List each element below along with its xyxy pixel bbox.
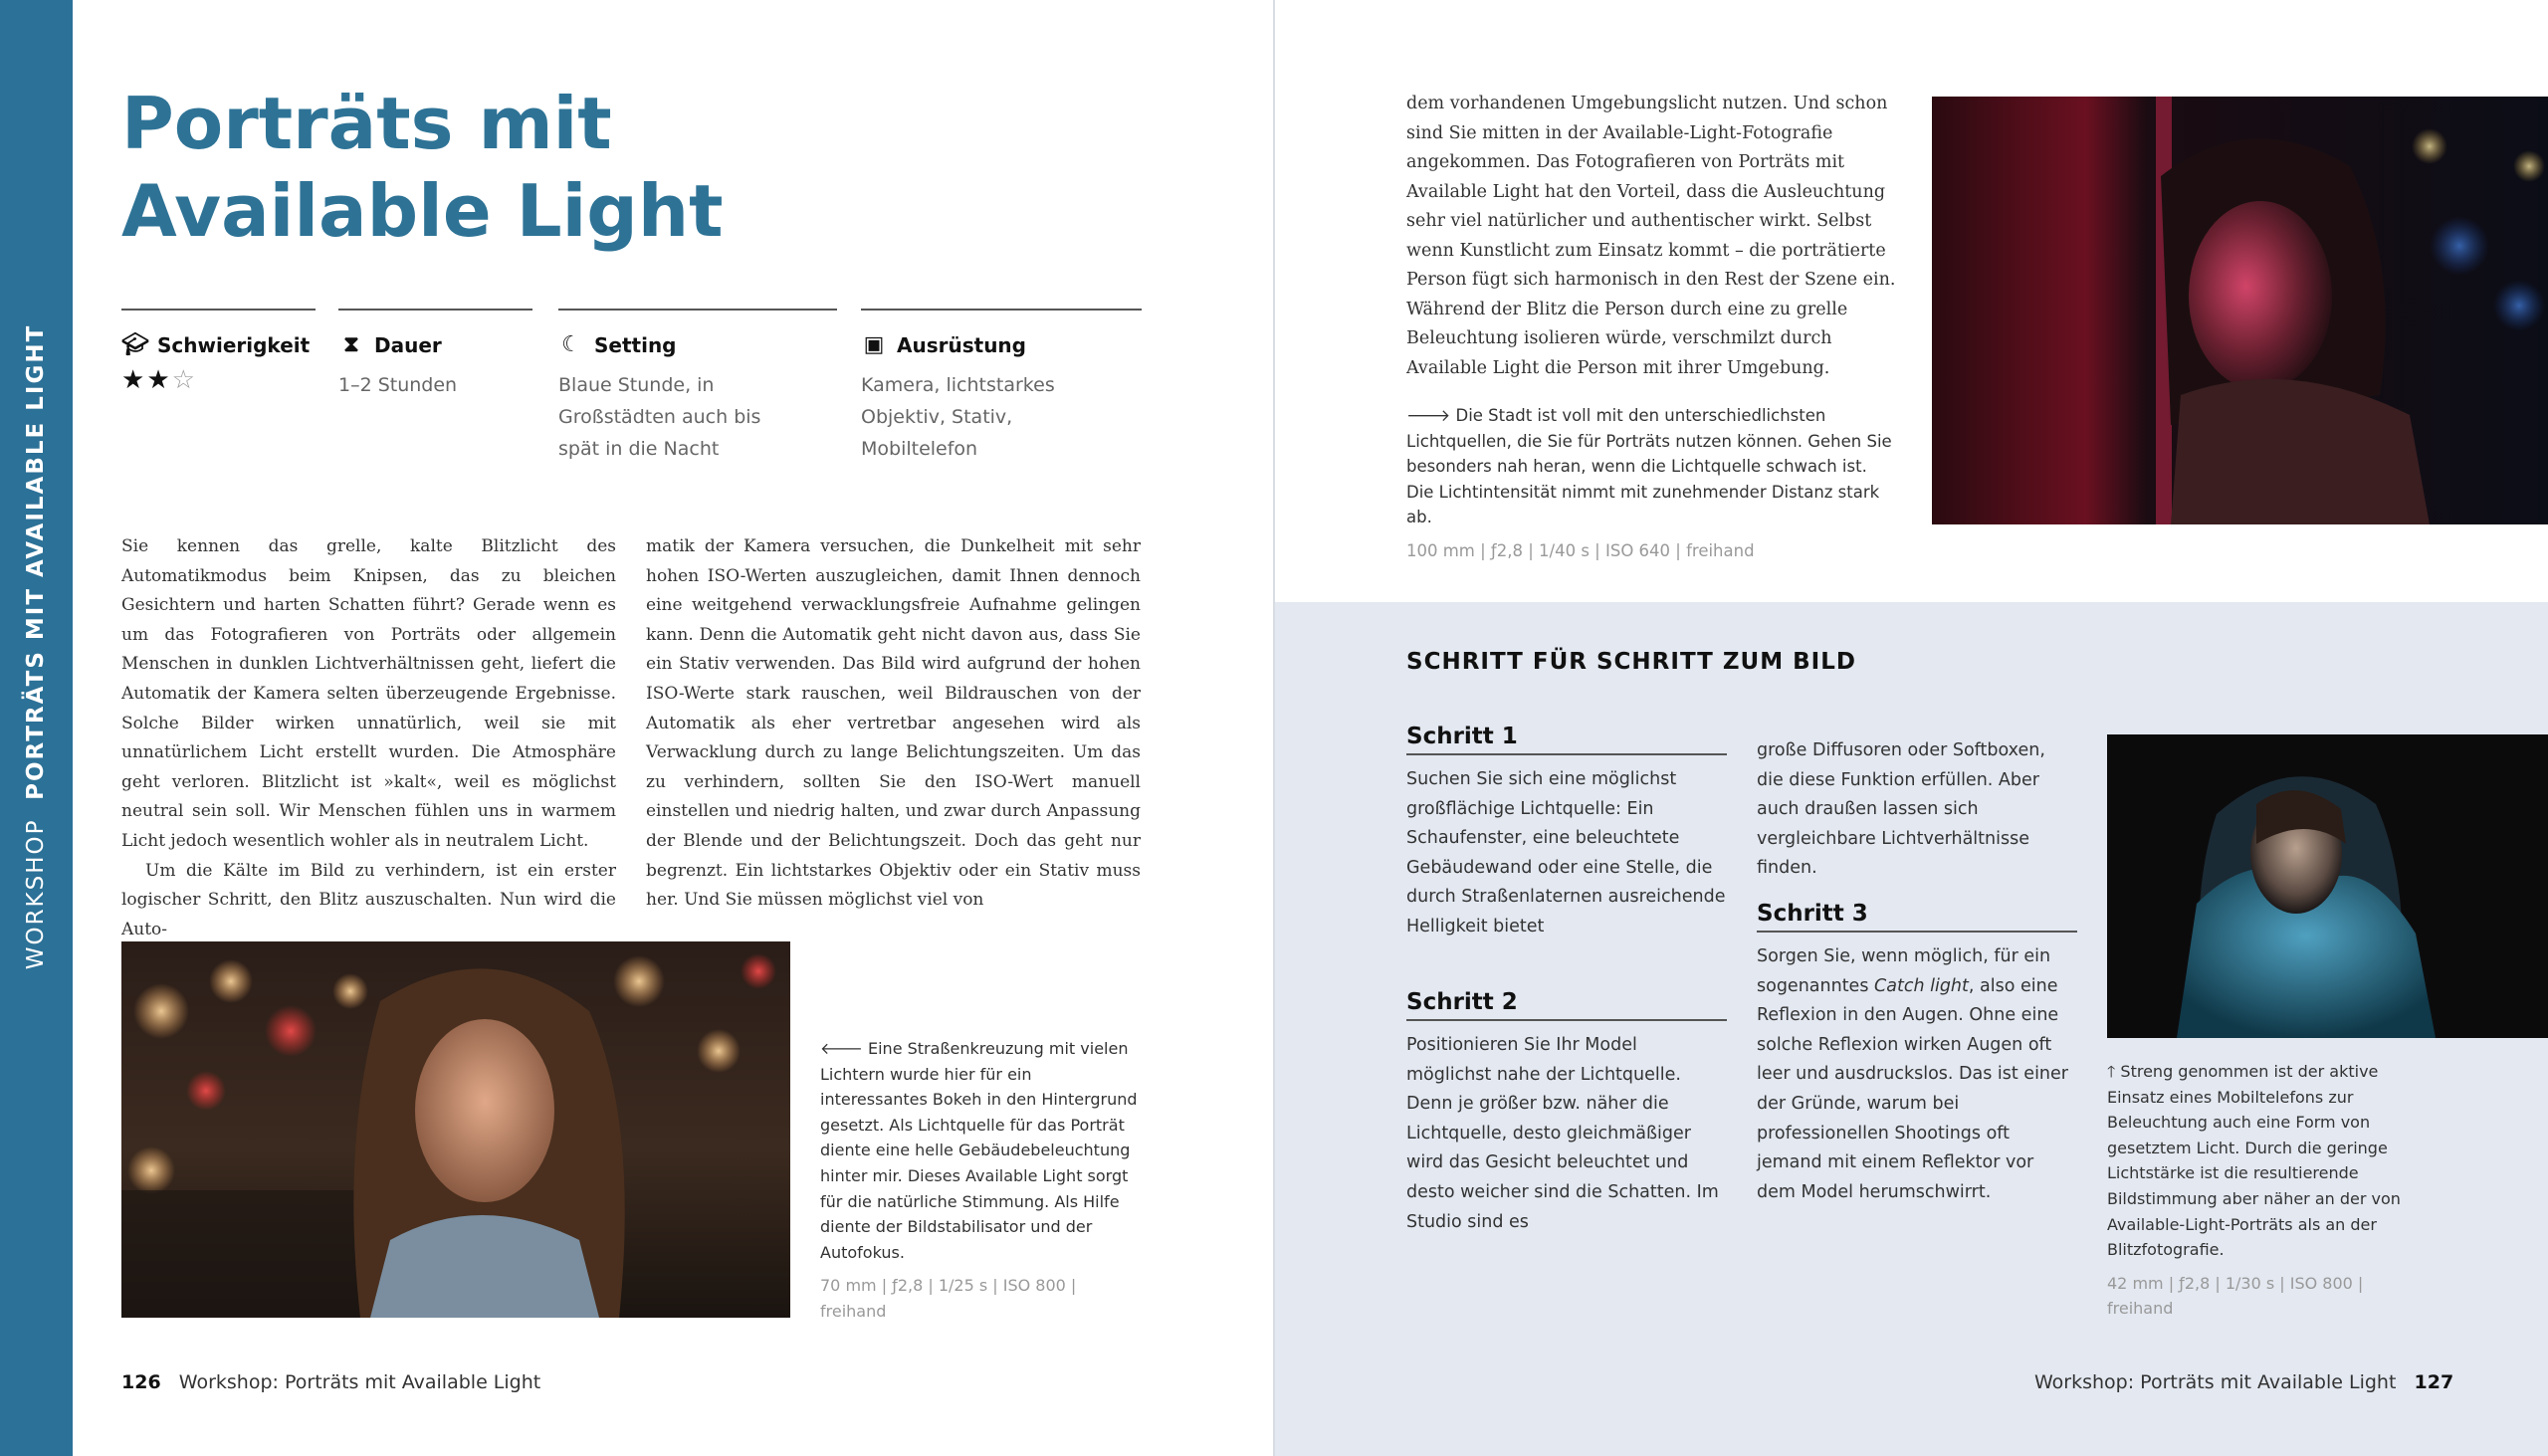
footer-right: [2034, 1371, 2453, 1393]
photo-red-light-portrait-image: [1932, 97, 2548, 524]
caption-photo-2: [1406, 403, 1899, 564]
sidebar-band: [0, 0, 73, 1456]
star-filled-icon: ★: [121, 365, 147, 395]
running-title: Workshop: Porträts mit Available Light: [178, 1371, 541, 1393]
title-line-2: Available Light: [121, 169, 724, 253]
step-text: Positionieren Sie Ihr Model möglichst nahe der Lichtquelle. Denn je größer bzw. näher die Lichtquelle, desto gleichmäßiger wird das Gesicht beleuchtet und desto weicher sind die Schatten. Im Studio sind es: [1406, 1035, 1719, 1232]
sidebar-label: [23, 324, 49, 970]
step-2: [1406, 989, 1727, 1237]
steps-heading: SCHRITT FÜR SCHRITT ZUM BILD: [1406, 649, 1856, 675]
step-3: [1757, 901, 2077, 1207]
step-text: große Diffusoren oder Softboxen, die diese Funktion erfüllen. Aber auch draußen lassen sich vergleichbare Lichtverhältnisse finden.: [1757, 740, 2045, 879]
caption-exif: 42 mm | ƒ2,8 | 1/30 s | ISO 800 | freihand: [2107, 1273, 2364, 1319]
graduation-cap-icon: 🎓︎: [121, 332, 149, 357]
sidebar-prefix: WORKSHOP: [23, 818, 49, 970]
paragraph: Sie kennen das grelle, kalte Blitzlicht des Automatikmodus beim Knipsen, das zu bleichen Gesichtern und harten Schatten führt? Gerade wenn es um das Fotografieren von Porträts oder allgemein Menschen in dunklen Lichtverhältnissen geht, liefert die Automatik der Kamera selten überzeugende Ergebnisse. Solche Bilder wirken unnatürlich, weil sie mit unnatürlichem Licht erstellt wurden. Die Atmosphäre geht verloren. Blitzlicht ist »kalt«, weil es möglichst neutral sein soll. Wir Menschen fühlen uns in warmem Licht jedoch wesentlich wohler als in neutralem Licht.: [121, 536, 616, 851]
step-text-emphasis: Catch light: [1874, 975, 1969, 996]
page-number: 126: [121, 1371, 161, 1393]
hourglass-icon: ⧗: [343, 332, 359, 357]
title-line-1: Porträts mit: [121, 82, 612, 165]
body-column-right: [646, 532, 1141, 916]
step-text-b: , also eine Reflexion in den Augen. Ohne eine solche Reflexion wirken Augen oft leer und ausdruckslos. Das ist einer der Gründe, warum bei professionellen Shootings oft jemand mit einem Reflektor vor dem Model herumschwirrt.: [1757, 975, 2068, 1202]
arrow-left-icon: 🡐: [820, 1039, 863, 1058]
caption-text: Eine Straßenkreuzung mit vielen Lichtern wurde hier für ein interessantes Bokeh in den Hintergrund gesetzt. Als Lichtquelle für das Porträt diente eine helle Gebäudebeleuchtung hinter mir. Dieses Available Light sorgt für die natürliche Stimmung. Als Hilfe diente der Bildstabilisator und der Autofokus.: [820, 1039, 1138, 1262]
fact-value: Blaue Stunde, in Großstädten auch bis spät in die Nacht: [558, 374, 761, 460]
photo-street-portrait: [121, 941, 790, 1318]
book-spine: [1273, 0, 1275, 1456]
fact-label: Ausrüstung: [897, 332, 1026, 357]
photo-phone-light-portrait-image: [2107, 734, 2548, 1038]
paragraph: dem vorhandenen Umgebungslicht nutzen. Und schon sind Sie mitten in der Available-Light-Fotografie angekommen. Das Fotografieren von Porträts mit Available Light hat den Vorteil, dass die Ausleuchtung sehr viel natürlicher und authentischer wirkt. Selbst wenn Kunstlicht zum Einsatz kommt – die porträtierte Person fügt sich harmonisch in den Rest der Szene ein. Während der Blitz die Person durch eine zu grelle Beleuchtung isolieren würde, verschmilzt durch Available Light die Person mit ihrer Umgebung.: [1406, 94, 1896, 378]
star-filled-icon: ★: [146, 365, 172, 395]
camera-bag-icon: ▣: [863, 332, 885, 357]
page-number: 127: [2414, 1371, 2454, 1393]
page-title: [121, 80, 918, 255]
sidebar-title: PORTRÄTS MIT AVAILABLE LIGHT: [23, 323, 49, 800]
paragraph: Um die Kälte im Bild zu verhindern, ist ein erster logischer Schritt, den Blitz auszuschalten. Nun wird die Auto-: [121, 860, 616, 939]
body-column-left: [121, 532, 616, 944]
paragraph: matik der Kamera versuchen, die Dunkelheit mit sehr hohen ISO-Werten auszugleichen, damit Ihnen dennoch eine weitgehend verwacklungsfreie Aufnahme gelingen kann. Denn die Automatik geht nicht davon aus, dass Sie ein Stativ verwenden. Das Bild wird aufgrund der hohen ISO-Werte stark rauschen, weil Bildrauschen von der Automatik als eher vertretbar angesehen wird als Verwacklung durch zu lange Belichtungszeiten. Um das zu verhindern, sollten Sie den ISO-Wert manuell einstellen und niedrig halten, und zwar durch Anpassung der Blende und der Belichtungszeit. Doch das geht nur begrenzt. Ein lichtstarkes Objektiv oder ein Stativ muss her. Und Sie müssen möglichst viel von: [646, 536, 1141, 911]
fact-label: Dauer: [374, 332, 442, 357]
photo-phone-light-portrait: [2107, 734, 2548, 1038]
fact-setting: [558, 309, 837, 465]
running-title: Workshop: Porträts mit Available Light: [2034, 1371, 2397, 1393]
arrow-right-icon: 🡒: [1406, 406, 1451, 425]
caption-photo-3: [2107, 1059, 2424, 1322]
arrow-up-icon: 🡑: [2107, 1062, 2116, 1081]
caption-text: Die Stadt ist voll mit den unterschiedlichsten Lichtquellen, die Sie für Porträts nutzen können. Gehen Sie besonders nah heran, wenn die Lichtquelle schwach ist. Die Lichtintensität nimmt mit zunehmender Distanz stark ab.: [1406, 406, 1892, 527]
step-text: Suchen Sie sich eine möglichst großflächige Lichtquelle: Ein Schaufenster, eine beleuchtete Gebäudewand oder eine Stelle, die durch Straßenlaternen ausreichende Helligkeit bietet: [1406, 769, 1726, 936]
step-heading: Schritt 2: [1406, 989, 1727, 1021]
step-heading: Schritt 1: [1406, 724, 1727, 755]
photo-street-portrait-image: [121, 941, 790, 1318]
difficulty-rating: [121, 365, 316, 395]
footer-left: [121, 1371, 540, 1393]
step-1: [1406, 724, 1727, 942]
caption-text: Streng genommen ist der aktive Einsatz eines Mobiltelefons zur Beleuchtung auch eine Form von gesetztem Licht. Durch die geringe Lichtstärke ist die resultierende Bildstimmung aber näher an der von Available-Light-Porträts als an der Blitzfotografie.: [2107, 1062, 2401, 1260]
step-heading: Schritt 3: [1757, 901, 2077, 933]
caption-exif: 100 mm | ƒ2,8 | 1/40 s | ISO 640 | freihand: [1406, 540, 1755, 560]
fact-value: 1–2 Stunden: [338, 374, 458, 396]
caption-photo-1: [820, 1036, 1144, 1325]
photo-red-light-portrait: [1932, 97, 2548, 524]
step-2-continued: [1757, 736, 2077, 884]
fact-label: Schwierigkeit: [157, 332, 311, 357]
step-text-a: Sorgen Sie, wenn möglich, für ein sogenanntes: [1757, 946, 2051, 996]
right-body-text: [1406, 90, 1899, 383]
caption-exif: 70 mm | ƒ2,8 | 1/25 s | ISO 800 | freihand: [820, 1276, 1077, 1321]
moon-stars-icon: ☾: [561, 332, 581, 357]
fact-difficulty: [121, 309, 316, 395]
star-empty-icon: ☆: [171, 365, 197, 395]
step-text: [1757, 942, 2077, 1207]
fact-value: Kamera, lichtstarkes Objektiv, Stativ, Mobiltelefon: [861, 374, 1055, 460]
fact-equipment: [861, 309, 1142, 465]
fact-duration: [338, 309, 532, 401]
fact-label: Setting: [594, 332, 677, 357]
